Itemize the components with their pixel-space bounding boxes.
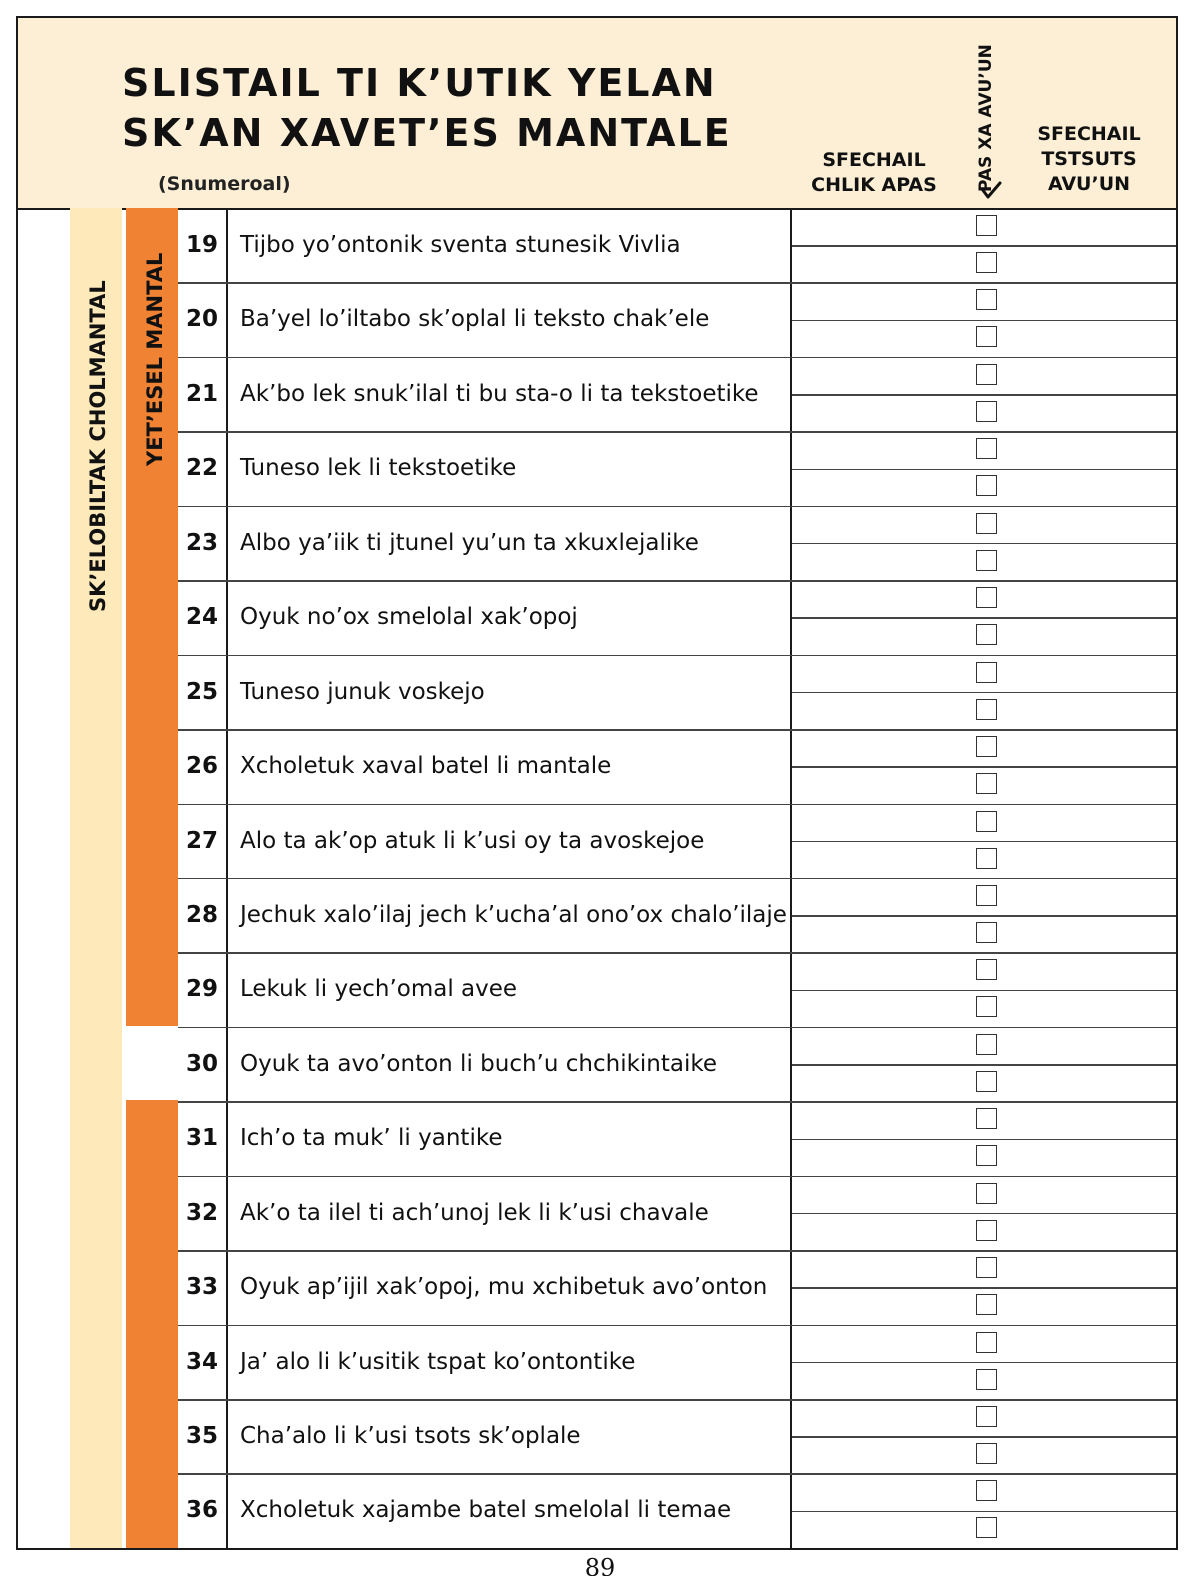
checkbox-second[interactable] bbox=[976, 773, 997, 794]
checkbox-second[interactable] bbox=[976, 1517, 997, 1538]
lesson-title: Ich’o ta muk’ li yantike bbox=[240, 1125, 503, 1152]
page-title bbox=[122, 58, 732, 158]
lesson-title: Albo ya’iik ti jtunel yu’un ta xkuxlejalike bbox=[240, 529, 699, 556]
lesson-number: 24 bbox=[185, 604, 218, 631]
page-number: 89 bbox=[584, 1554, 616, 1576]
checkbox-second[interactable] bbox=[976, 1071, 997, 1092]
lesson-title: Tuneso junuk voskejo bbox=[240, 678, 485, 705]
lesson-number: 34 bbox=[185, 1348, 218, 1375]
lesson-number: 30 bbox=[185, 1050, 218, 1077]
checkbox-first[interactable] bbox=[976, 587, 997, 608]
lesson-number: 32 bbox=[185, 1199, 218, 1226]
lesson-number: 23 bbox=[185, 529, 218, 556]
row-divider bbox=[792, 1436, 1176, 1438]
lesson-number: 26 bbox=[185, 753, 218, 780]
checkbox-second[interactable] bbox=[976, 252, 997, 273]
checkbox-first[interactable] bbox=[976, 438, 997, 459]
checkbox-first[interactable] bbox=[976, 215, 997, 236]
title-line-1: SLISTAIL TI K’UTIK YELAN bbox=[122, 61, 717, 105]
lesson-title: Oyuk ap’ijil xak’opoj, mu xchibetuk avo’onton bbox=[240, 1274, 768, 1301]
checkbox-second[interactable] bbox=[976, 326, 997, 347]
subtitle: (Snumeroal) bbox=[158, 173, 291, 195]
row-divider bbox=[792, 617, 1176, 619]
lesson-number: 28 bbox=[185, 901, 218, 928]
checkbox-first[interactable] bbox=[976, 1257, 997, 1278]
lesson-number: 31 bbox=[185, 1125, 218, 1152]
row-divider bbox=[792, 1287, 1176, 1289]
lesson-title: Ja’ alo li k’usitik tspat ko’ontontike bbox=[240, 1348, 636, 1375]
lesson-number: 35 bbox=[185, 1423, 218, 1450]
lesson-title: Oyuk no’ox smelolal xak’opoj bbox=[240, 604, 578, 631]
checkbox-first[interactable] bbox=[976, 885, 997, 906]
checkbox-first[interactable] bbox=[976, 811, 997, 832]
table-header bbox=[18, 18, 1176, 210]
checkbox-second[interactable] bbox=[976, 848, 997, 869]
checkbox-second[interactable] bbox=[976, 922, 997, 943]
checkbox-second[interactable] bbox=[976, 1443, 997, 1464]
checkbox-first[interactable] bbox=[976, 662, 997, 683]
lesson-number: 29 bbox=[185, 976, 218, 1003]
checkbox-first[interactable] bbox=[976, 364, 997, 385]
lesson-title: Xcholetuk xaval batel li mantale bbox=[240, 753, 612, 780]
row-divider bbox=[792, 990, 1176, 992]
checkbox-second[interactable] bbox=[976, 1369, 997, 1390]
row-divider bbox=[792, 1362, 1176, 1364]
row-divider bbox=[792, 915, 1176, 917]
column-header-date-completed: SFECHAIL TSTSUTS AVU’UN bbox=[1037, 123, 1141, 195]
lesson-title: Ak’o ta ilel ti ach’unoj lek li k’usi chavale bbox=[240, 1199, 709, 1226]
checkbox-second[interactable] bbox=[976, 699, 997, 720]
lesson-title: Ak’bo lek snuk’ilal ti bu sta-o li ta tekstoetike bbox=[240, 380, 759, 407]
lesson-number: 27 bbox=[185, 827, 218, 854]
lesson-title: Ba’yel lo’iltabo sk’oplal li teksto chak’ele bbox=[240, 306, 710, 333]
lesson-title: Tuneso lek li tekstoetike bbox=[240, 455, 517, 482]
checkbox-second[interactable] bbox=[976, 475, 997, 496]
column-header-pas-xa-label: PAS XA AVU’UN bbox=[976, 44, 996, 192]
checkbox-first[interactable] bbox=[976, 1406, 997, 1427]
row-divider bbox=[792, 1511, 1176, 1513]
column-header-date-first: SFECHAIL CHLIK APAS bbox=[811, 149, 937, 196]
lesson-title: Tijbo yo’ontonik sventa stunesik Vivlia bbox=[240, 232, 681, 258]
checkbox-first[interactable] bbox=[976, 289, 997, 310]
title-line-2: SK’AN XAVET’ES MANTALE bbox=[122, 111, 732, 155]
inner-category-label: YET’ESEL MANTAL bbox=[143, 252, 167, 466]
row-divider bbox=[792, 320, 1176, 322]
row-divider bbox=[792, 1213, 1176, 1215]
row-divider bbox=[792, 245, 1176, 247]
checkmark-icon bbox=[980, 180, 1002, 200]
row-divider bbox=[792, 543, 1176, 545]
checkbox-second[interactable] bbox=[976, 996, 997, 1017]
checkbox-first[interactable] bbox=[976, 1108, 997, 1129]
lesson-title: Alo ta ak’op atuk li k’usi oy ta avoskejoe bbox=[240, 827, 705, 854]
lesson-number: 21 bbox=[185, 380, 218, 407]
row-divider bbox=[792, 469, 1176, 471]
lesson-number: 20 bbox=[185, 306, 218, 333]
column-header-pas-xa bbox=[970, 30, 1002, 200]
checkbox-second[interactable] bbox=[976, 550, 997, 571]
lesson-number: 22 bbox=[185, 455, 218, 482]
row-divider bbox=[792, 1064, 1176, 1066]
lesson-number: 25 bbox=[185, 678, 218, 705]
checkbox-second[interactable] bbox=[976, 1220, 997, 1241]
table-body bbox=[18, 208, 1176, 1548]
checkbox-first[interactable] bbox=[976, 1480, 997, 1501]
lesson-title: Oyuk ta avo’onton li buch’u chchikintaike bbox=[240, 1050, 718, 1077]
lesson-checklist-table bbox=[16, 16, 1178, 1550]
lesson-number: 36 bbox=[185, 1497, 218, 1524]
lesson-title: Xcholetuk xajambe batel smelolal li temae bbox=[240, 1497, 732, 1524]
row-divider bbox=[792, 1139, 1176, 1141]
checkbox-second[interactable] bbox=[976, 401, 997, 422]
inner-category-band-lower bbox=[126, 1100, 178, 1548]
lesson-title: Jechuk xalo’ilaj jech k’ucha’al ono’ox chalo’ilaje bbox=[240, 901, 787, 928]
checkbox-first[interactable] bbox=[976, 513, 997, 534]
lesson-number: 19 bbox=[185, 232, 218, 258]
checkbox-first[interactable] bbox=[976, 1183, 997, 1204]
checkbox-first[interactable] bbox=[976, 959, 997, 980]
lesson-number: 33 bbox=[185, 1274, 218, 1301]
lesson-title: Lekuk li yech’omal avee bbox=[240, 976, 518, 1003]
row-divider bbox=[792, 766, 1176, 768]
checkbox-first[interactable] bbox=[976, 736, 997, 757]
row-divider bbox=[792, 841, 1176, 843]
outer-category-label: SK’ELOBILTAK CHOLMANTAL bbox=[86, 280, 110, 612]
checkbox-first[interactable] bbox=[976, 1034, 997, 1055]
checkbox-first[interactable] bbox=[976, 1332, 997, 1353]
checkbox-second[interactable] bbox=[976, 1294, 997, 1315]
checkbox-second[interactable] bbox=[976, 1145, 997, 1166]
row-divider bbox=[792, 692, 1176, 694]
lesson-title: Cha’alo li k’usi tsots sk’oplale bbox=[240, 1423, 581, 1450]
row-divider bbox=[792, 394, 1176, 396]
checkbox-second[interactable] bbox=[976, 624, 997, 645]
